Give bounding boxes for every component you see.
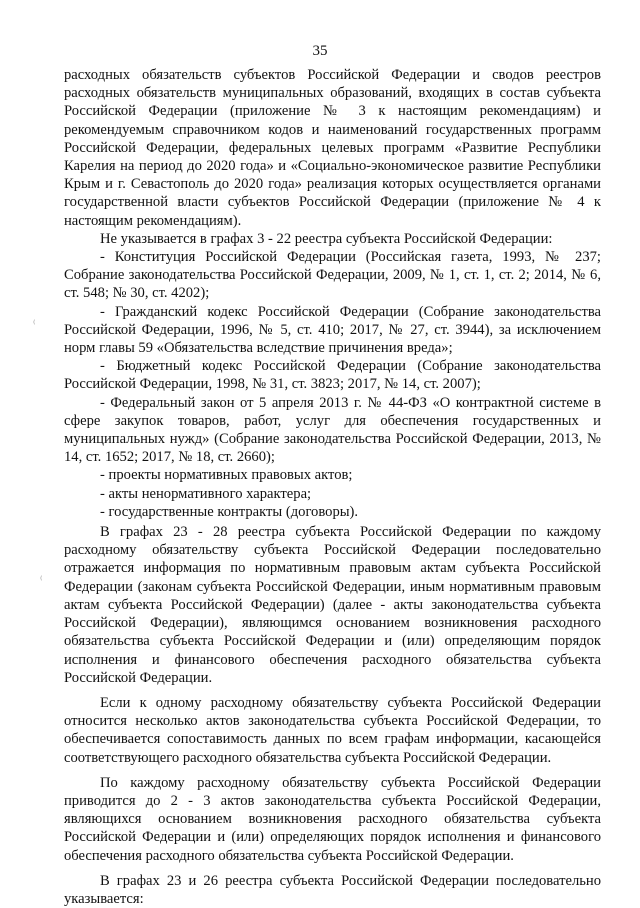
scan-artifact-mark: ⁽ [33,319,36,330]
paragraph-continuation: расходных обязательств субъектов Российской Федерации и сводов реестров расходных обязательств муниципальных образований, входящих в состав субъекта Российской Федерации (приложение № 3 к настоящим рекомендациям) и рекомендуемым справочником кодов и наименований государственных программ Российской Федерации, федеральных целевых программ «Развитие Республики Карелия на период до 2020 года» и «Социально-экономическое развитие Республики Крым и г. Севастополь до 2020 года» реализация которых осуществляется органами государственной власти субъектов Российской Федерации (приложение № 4 к настоящим рекомендациям). [64,67,601,229]
list-item-federal-law-44fz: - Федеральный закон от 5 апреля 2013 г. № 44-ФЗ «О контрактной системе в сфере закупок товаров, работ, услуг для обеспечения государственных и муниципальных нужд» (Собрание законодательства Российской Федерации, 2013, № 14, ст. 1652; 2017, № 18, ст. 2660); [64,394,601,466]
document-body [64,66,601,908]
page-number: 35 [312,43,328,59]
paragraph-columns-23-28: В графах 23 - 28 реестра субъекта Российской Федерации по каждому расходному обязательству субъекта Российской Федерации последовательно отражается информация по нормативным правовым актам субъекта Российской Федерации (законам субъекта Российской Федерации, иным нормативным правовым актам субъекта Российской Федерации) (далее - акты законодательства субъекта Российской Федерации), являющимся основанием возникновения расходного обязательства субъекта Российской Федерации и (или) определяющим порядок исполнения и финансового обеспечения расходного обязательства субъекта Российской Федерации. [64,524,601,686]
list-item-civil-code: - Гражданский кодекс Российской Федерации (Собрание законодательства Российской Федерации, 1996, № 5, ст. 410; 2017, № 27, ст. 3944), за исключением норм главы 59 «Обязательства вследствие причинения вреда»; [64,303,601,357]
paragraph-several-acts: Если к одному расходному обязательству субъекта Российской Федерации относится несколько актов законодательства субъекта Российской Федерации, то обеспечивается сопоставимость данных по всем графам информации, касающейся соответствующего расходного обязательства субъекта Российской Федерации. [64,694,601,766]
paragraph-two-three-acts: По каждому расходному обязательству субъекта Российской Федерации приводится до 2 - 3 актов законодательства субъекта Российской Федерации, являющихся основанием возникновения расходного обязательства субъекта Российской Федерации и (или) определяющих порядок исполнения и финансового обеспечения расходного обязательства субъекта Российской Федерации. [64,774,601,864]
list-item-draft-acts: - проекты нормативных правовых актов; [100,467,353,484]
list-item-budget-code: - Бюджетный кодекс Российской Федерации (Собрание законодательства Российской Федерации, 1998, № 31, ст. 3823; 2017, № 14, ст. 2007); [64,358,601,393]
paragraph-not-indicated-intro: Не указывается в графах 3 - 22 реестра субъекта Российской Федерации: [100,230,553,247]
list-item-constitution: - Конституция Российской Федерации (Российская газета, 1993, № 237; Собрание законодательства Российской Федерации, 2009, № 1, ст. 1, ст. 2; 2014, № 6, ст. 548; № 30, ст. 4202); [64,249,601,302]
paragraph-columns-23-26: В графах 23 и 26 реестра субъекта Российской Федерации последовательно указывается: [64,872,601,907]
scan-artifact-mark: ⁽ [40,575,43,586]
list-item-non-normative-acts: - акты ненормативного характера; [100,485,312,502]
list-item-state-contracts: - государственные контракты (договоры). [100,503,359,520]
